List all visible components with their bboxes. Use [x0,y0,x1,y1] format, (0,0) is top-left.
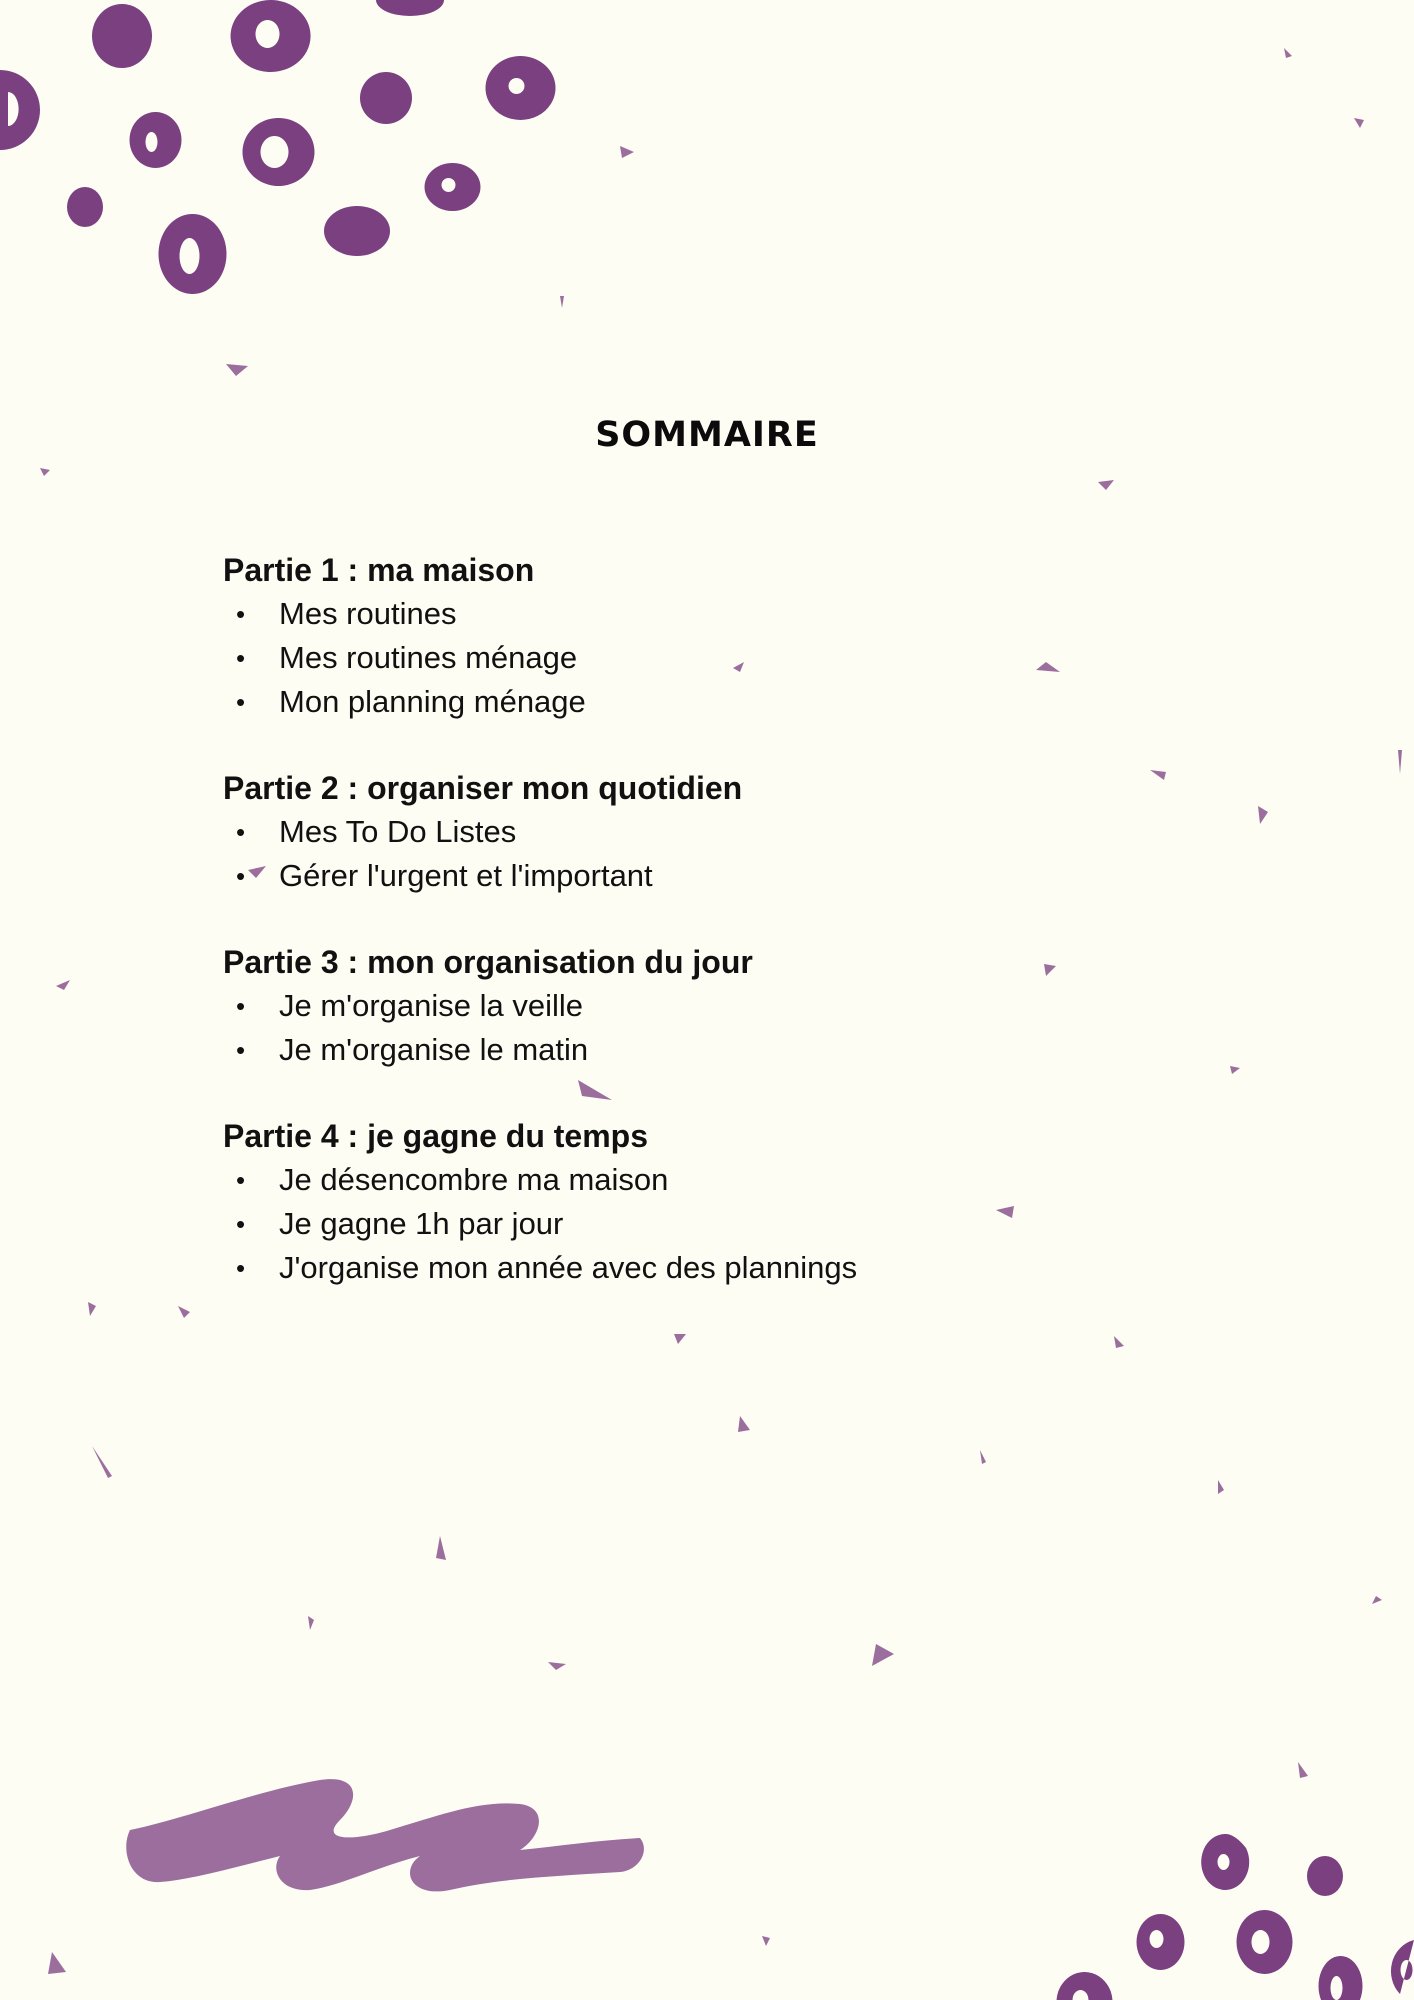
section-title: Partie 3 : mon organisation du jour [223,944,753,980]
toc-section-3 [223,940,857,1072]
section-items [223,1158,857,1290]
decorative-dots-bottom-right [1040,1820,1414,2000]
bullet-icon: • [236,861,246,891]
bullet-icon: • [236,1035,246,1065]
bullet-icon: • [236,991,246,1021]
bullet-icon: • [236,687,246,717]
list-item: • Je gagne 1h par jour [223,1202,857,1246]
list-item: • Je m'organise le matin [223,1028,857,1072]
list-item: • Je désencombre ma maison [223,1158,857,1202]
list-item: • Je m'organise la veille [223,984,857,1028]
decorative-brush-stroke [120,1760,660,1910]
list-item: • Mes routines ménage [223,636,857,680]
section-title: Partie 2 : organiser mon quotidien [223,770,743,806]
table-of-contents [223,548,857,1332]
list-item: • Mes To Do Listes [223,810,857,854]
bullet-icon: • [236,643,246,673]
toc-section-2 [223,766,857,898]
bullet-icon: • [236,1165,246,1195]
bullet-icon: • [236,817,246,847]
toc-section-1 [223,548,857,724]
page-title: SOMMAIRE [595,415,819,456]
section-items [223,810,857,898]
list-item: • Gérer l'urgent et l'important [223,854,857,898]
bullet-icon: • [236,599,246,629]
section-items [223,984,857,1072]
list-item: • Mon planning ménage [223,680,857,724]
bullet-icon: • [236,1209,246,1239]
list-item: • J'organise mon année avec des plannings [223,1246,857,1290]
toc-section-4 [223,1114,857,1290]
section-title: Partie 1 : ma maison [223,552,535,588]
section-title: Partie 4 : je gagne du temps [223,1118,648,1154]
bullet-icon: • [236,1253,246,1283]
section-items [223,592,857,724]
list-item: • Mes routines [223,592,857,636]
